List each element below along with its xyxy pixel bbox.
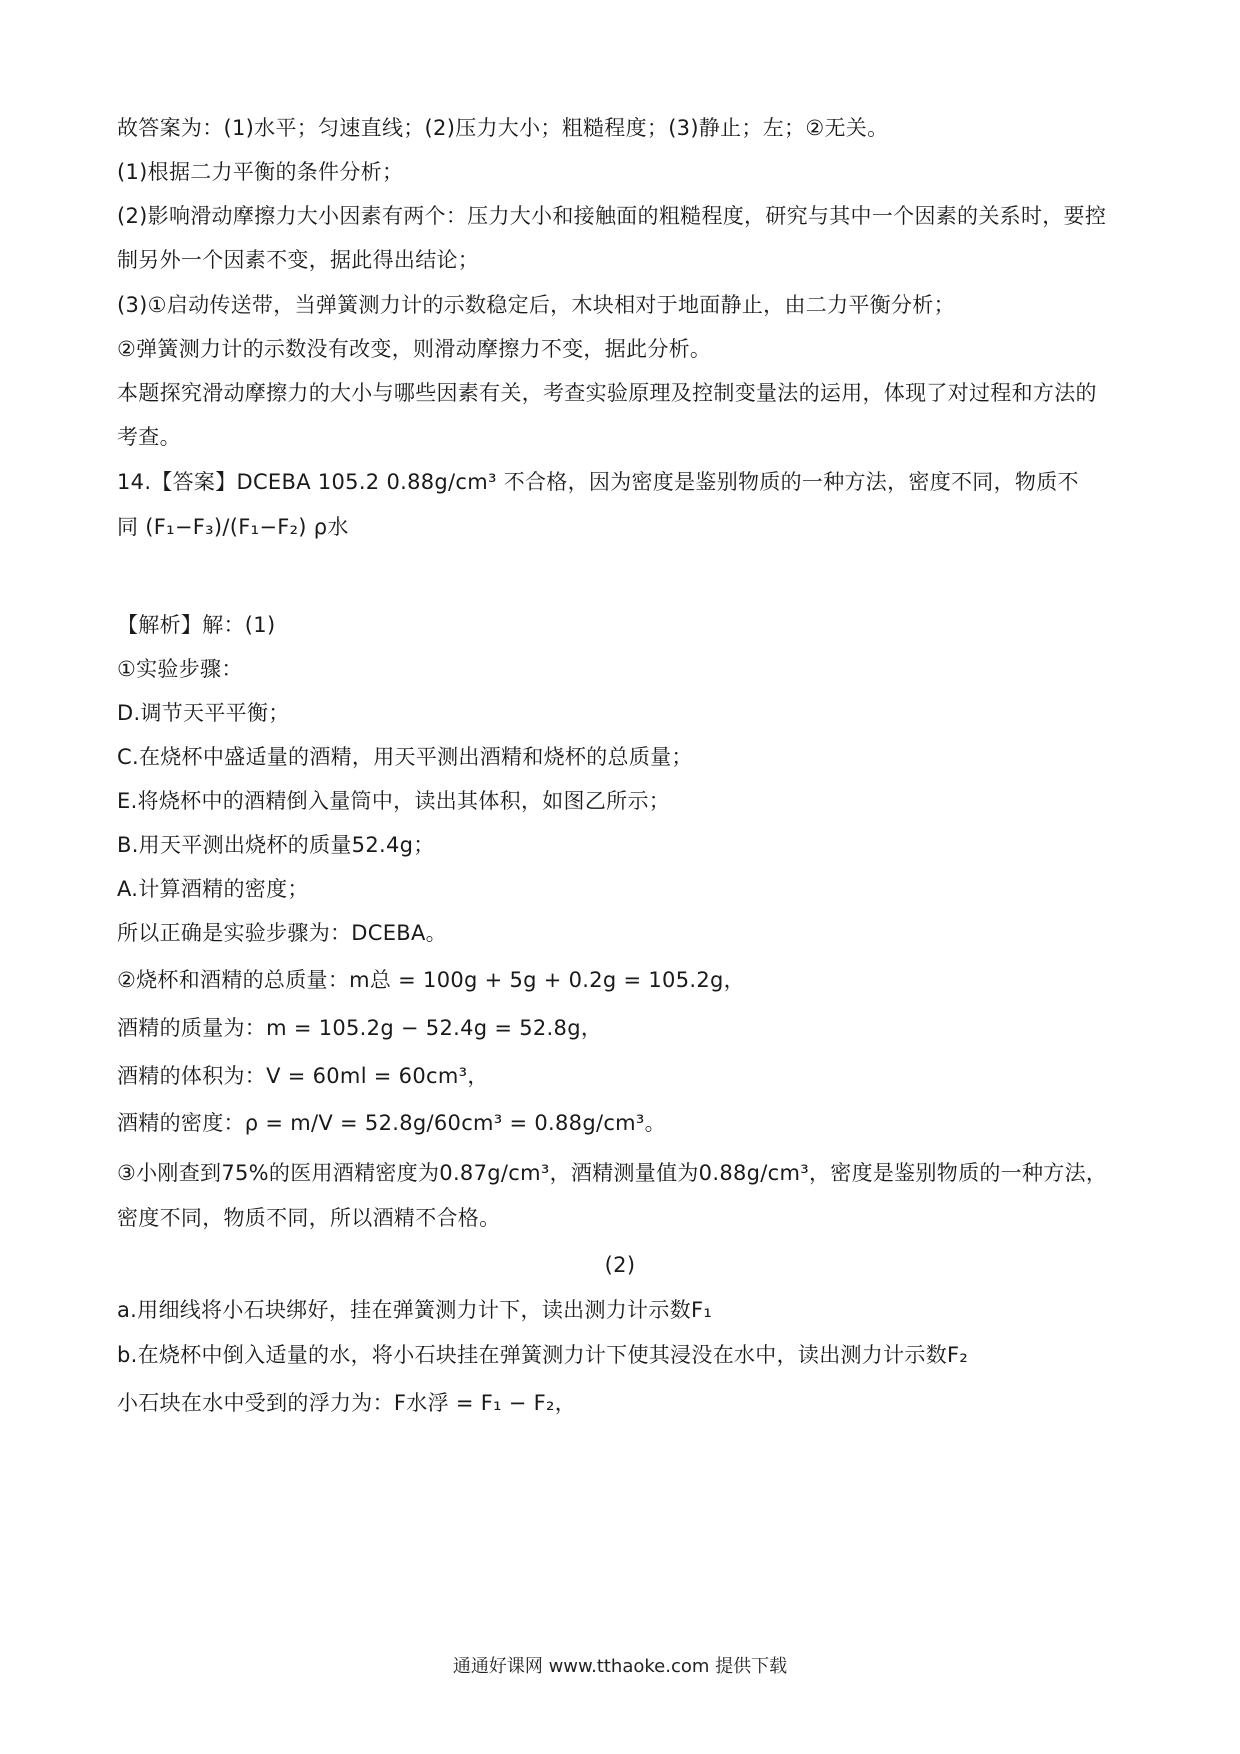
formula-line: ②烧杯和酒精的总质量：m总 = 100g + 5g + 0.2g = 105.2g，: [117, 968, 745, 992]
answer-formula-line: 同 (F₁−F₃)/(F₁−F₂) ρ水: [117, 515, 349, 539]
step-a: A.计算酒精的密度；: [117, 877, 309, 901]
step-b: B.用天平测出烧杯的质量52.4g；: [117, 833, 435, 857]
text-line: 考查。: [117, 425, 181, 449]
step-d: D.调节天平平衡；: [117, 701, 290, 725]
formula-line: 小石块在水中受到的浮力为：F水浮 = F₁ − F₂，: [117, 1391, 577, 1415]
step-b-lower: b.在烧杯中倒入适量的水，将小石块挂在弹簧测力计下使其浸没在水中，读出测力计示数F₂: [117, 1343, 969, 1367]
step-c: C.在烧杯中盛适量的酒精，用天平测出酒精和烧杯的总质量；: [117, 745, 693, 769]
analysis-heading: 【解析】解：(1): [117, 613, 276, 637]
text-line: (1)根据二力平衡的条件分析；: [117, 160, 404, 184]
text-line: 制另外一个因素不变，据此得出结论；: [117, 248, 480, 272]
text-line: 密度不同，物质不同，所以酒精不合格。: [117, 1206, 501, 1230]
text-line: (2)影响滑动摩擦力大小因素有两个：压力大小和接触面的粗糙程度，研究与其中一个因素的关系时，要控: [117, 204, 1107, 228]
text-line: 故答案为：(1)水平；匀速直线；(2)压力大小；粗糙程度；(3)静止；左；②无关。: [117, 116, 889, 140]
formula-line: 酒精的质量为：m = 105.2g − 52.4g = 52.8g，: [117, 1016, 603, 1040]
section-number: (2): [604, 1253, 636, 1277]
formula-line: 酒精的体积为：V = 60ml = 60cm³，: [117, 1064, 489, 1088]
answer-line: 14.【答案】DCEBA 105.2 0.88g/cm³ 不合格，因为密度是鉴别物质的一种方法，密度不同，物质不: [117, 470, 1079, 494]
step-e: E.将烧杯中的酒精倒入量筒中，读出其体积，如图乙所示；: [117, 789, 671, 813]
text-line: 本题探究滑动摩擦力的大小与哪些因素有关，考查实验原理及控制变量法的运用，体现了对过程和方法的: [117, 381, 1097, 405]
page-footer: 通通好课网 www.tthaoke.com 提供下载: [452, 1656, 788, 1677]
text-line: (3)①启动传送带，当弹簧测力计的示数稳定后，木块相对于地面静止，由二力平衡分析；: [117, 293, 955, 317]
text-line: ②弹簧测力计的示数没有改变，则滑动摩擦力不变，据此分析。: [117, 337, 712, 361]
text-line: ①实验步骤：: [117, 657, 243, 681]
text-line: 所以正确是实验步骤为：DCEBA。: [117, 921, 447, 945]
step-a-lower: a.用细线将小石块绑好，挂在弹簧测力计下，读出测力计示数F₁: [117, 1298, 713, 1322]
text-line: ③小刚查到75%的医用酒精密度为0.87g/cm³，酒精测量值为0.88g/cm³，密度是鉴别物质的一种方法，: [117, 1161, 1108, 1185]
formula-line: 酒精的密度：ρ = m/V = 52.8g/60cm³ = 0.88g/cm³。: [117, 1111, 666, 1135]
